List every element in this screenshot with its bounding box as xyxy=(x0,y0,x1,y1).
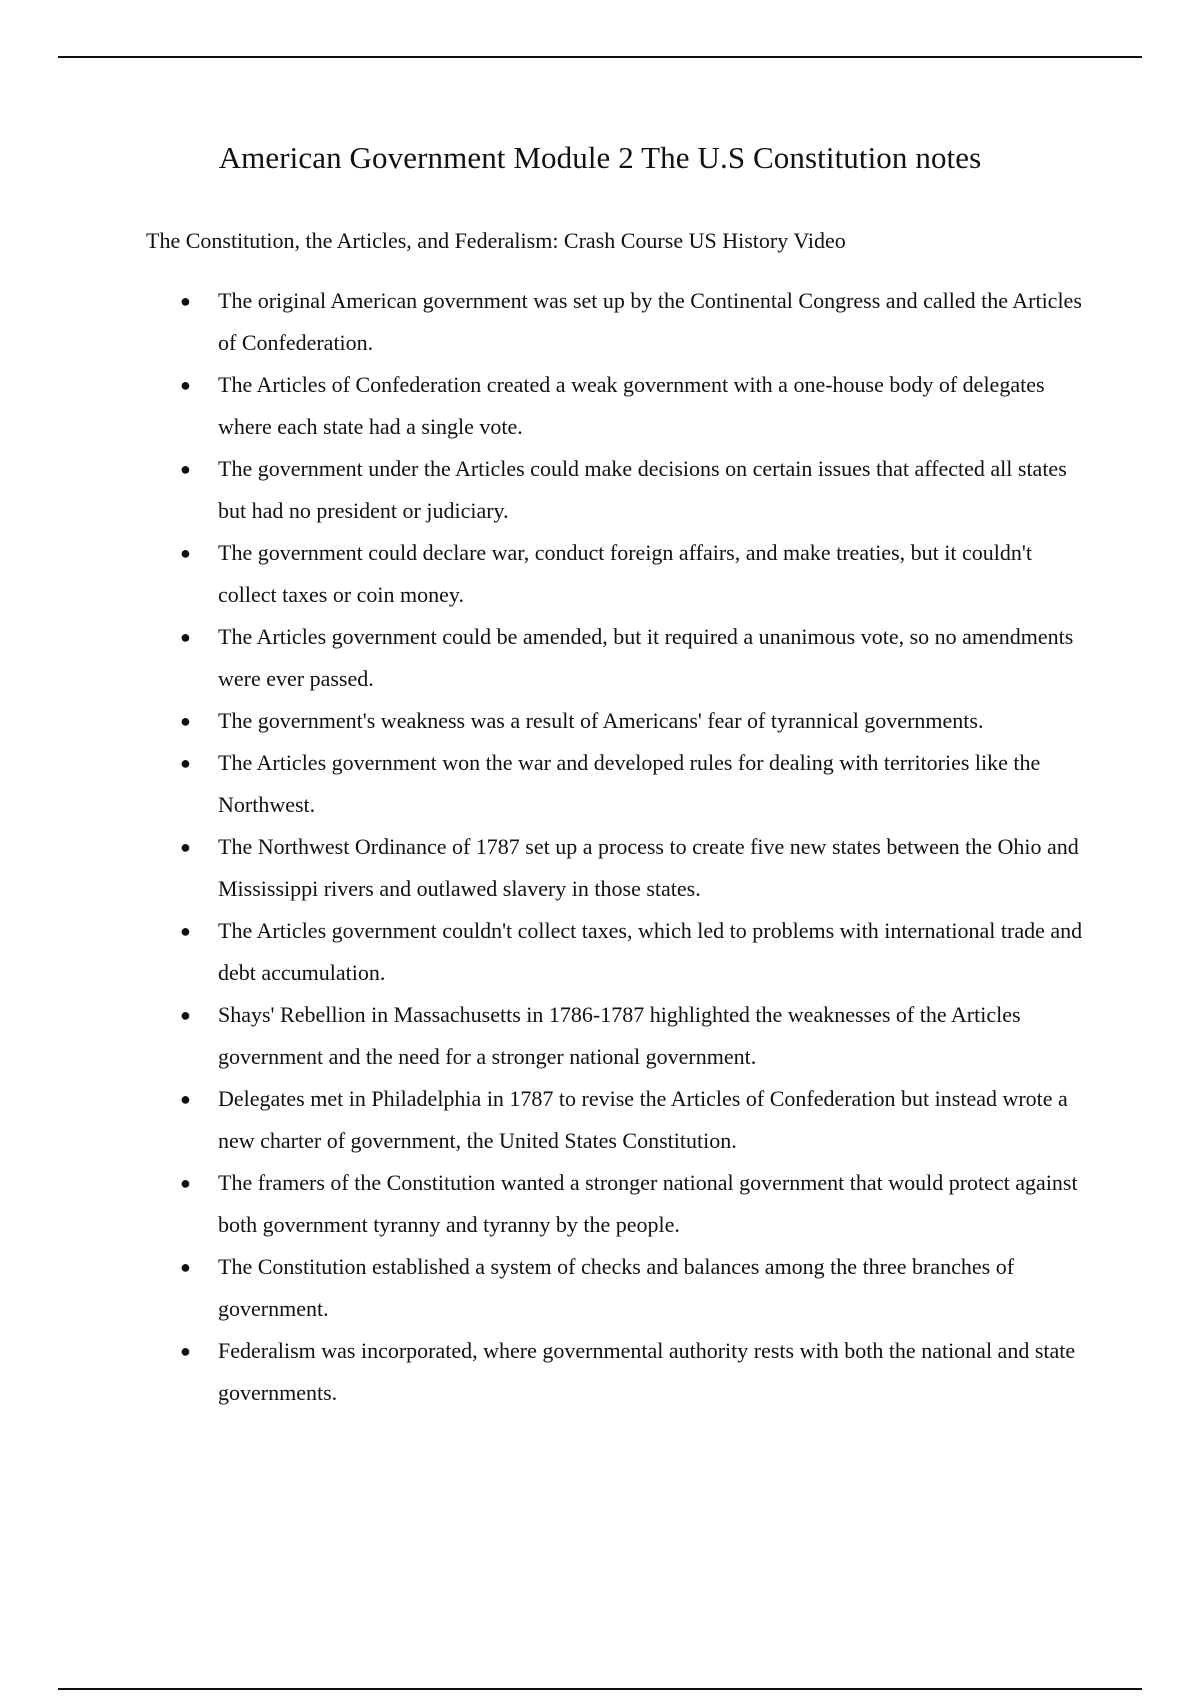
page-title: American Government Module 2 The U.S Constitution notes xyxy=(218,140,982,175)
list-item-text: The Articles government could be amended, but it required a unanimous vote, so no amendments were ever passed. xyxy=(218,624,1074,691)
list-item-text: Delegates met in Philadelphia in 1787 to revise the Articles of Confederation but instead wrote a new charter of government, the United States Constitution. xyxy=(218,1086,1068,1153)
list-item xyxy=(0,532,1094,616)
bullet-icon: ● xyxy=(180,627,191,647)
list-item xyxy=(0,1078,1094,1162)
list-item-text: The government could declare war, conduct foreign affairs, and make treaties, but it couldn't collect taxes or coin money. xyxy=(218,540,1032,607)
bullet-icon: ● xyxy=(180,1341,191,1361)
list-item xyxy=(0,1330,1094,1414)
list-item xyxy=(0,448,1094,532)
list-item xyxy=(0,910,1094,994)
list-item-text: The Northwest Ordinance of 1787 set up a process to create five new states between the Ohio and Mississippi rivers and outlawed slavery in those states. xyxy=(218,834,1079,901)
bullet-icon: ● xyxy=(180,1257,191,1277)
list-item xyxy=(0,364,1094,448)
list-item xyxy=(0,1246,1094,1330)
list-item-text: Shays' Rebellion in Massachusetts in 1786-1787 highlighted the weaknesses of the Articles government and the need for a stronger national government. xyxy=(218,1002,1021,1069)
bullet-icon: ● xyxy=(180,291,191,311)
list-item-text: The framers of the Constitution wanted a stronger national government that would protect against both government tyranny and tyranny by the people. xyxy=(218,1170,1078,1237)
bottom-rule xyxy=(58,1688,1142,1690)
list-item-text: The original American government was set up by the Continental Congress and called the Articles of Confederation. xyxy=(218,288,1082,355)
bullet-icon: ● xyxy=(180,459,191,479)
list-item xyxy=(0,994,1094,1078)
list-item xyxy=(0,826,1094,910)
list-item xyxy=(0,742,1094,826)
list-item-text: The Articles of Confederation created a weak government with a one-house body of delegates where each state had a single vote. xyxy=(218,372,1045,439)
bullet-icon: ● xyxy=(180,1173,191,1193)
list-item-text: The government's weakness was a result of Americans' fear of tyrannical governments. xyxy=(218,708,984,733)
list-item-text: The Constitution established a system of checks and balances among the three branches of government. xyxy=(218,1254,1015,1321)
bullet-icon: ● xyxy=(180,375,191,395)
bullet-icon: ● xyxy=(180,543,191,563)
list-item-text: Federalism was incorporated, where governmental authority rests with both the national and state governments. xyxy=(218,1338,1076,1405)
section-subtitle: The Constitution, the Articles, and Federalism: Crash Course US History Video xyxy=(146,228,846,253)
notes-list xyxy=(0,280,1200,1414)
list-item xyxy=(0,616,1094,700)
list-item xyxy=(0,700,1094,742)
list-item xyxy=(0,280,1094,364)
list-item-text: The government under the Articles could make decisions on certain issues that affected all states but had no president or judiciary. xyxy=(218,456,1067,523)
list-item xyxy=(0,1162,1094,1246)
list-item-text: The Articles government couldn't collect taxes, which led to problems with international trade and debt accumulation. xyxy=(218,918,1083,985)
bullet-icon: ● xyxy=(180,1089,191,1109)
bullet-icon: ● xyxy=(180,1005,191,1025)
bullet-icon: ● xyxy=(180,921,191,941)
bullet-icon: ● xyxy=(180,711,191,731)
top-rule xyxy=(58,56,1142,58)
bullet-icon: ● xyxy=(180,837,191,857)
bullet-icon: ● xyxy=(180,753,191,773)
list-item-text: The Articles government won the war and developed rules for dealing with territories like the Northwest. xyxy=(218,750,1041,817)
